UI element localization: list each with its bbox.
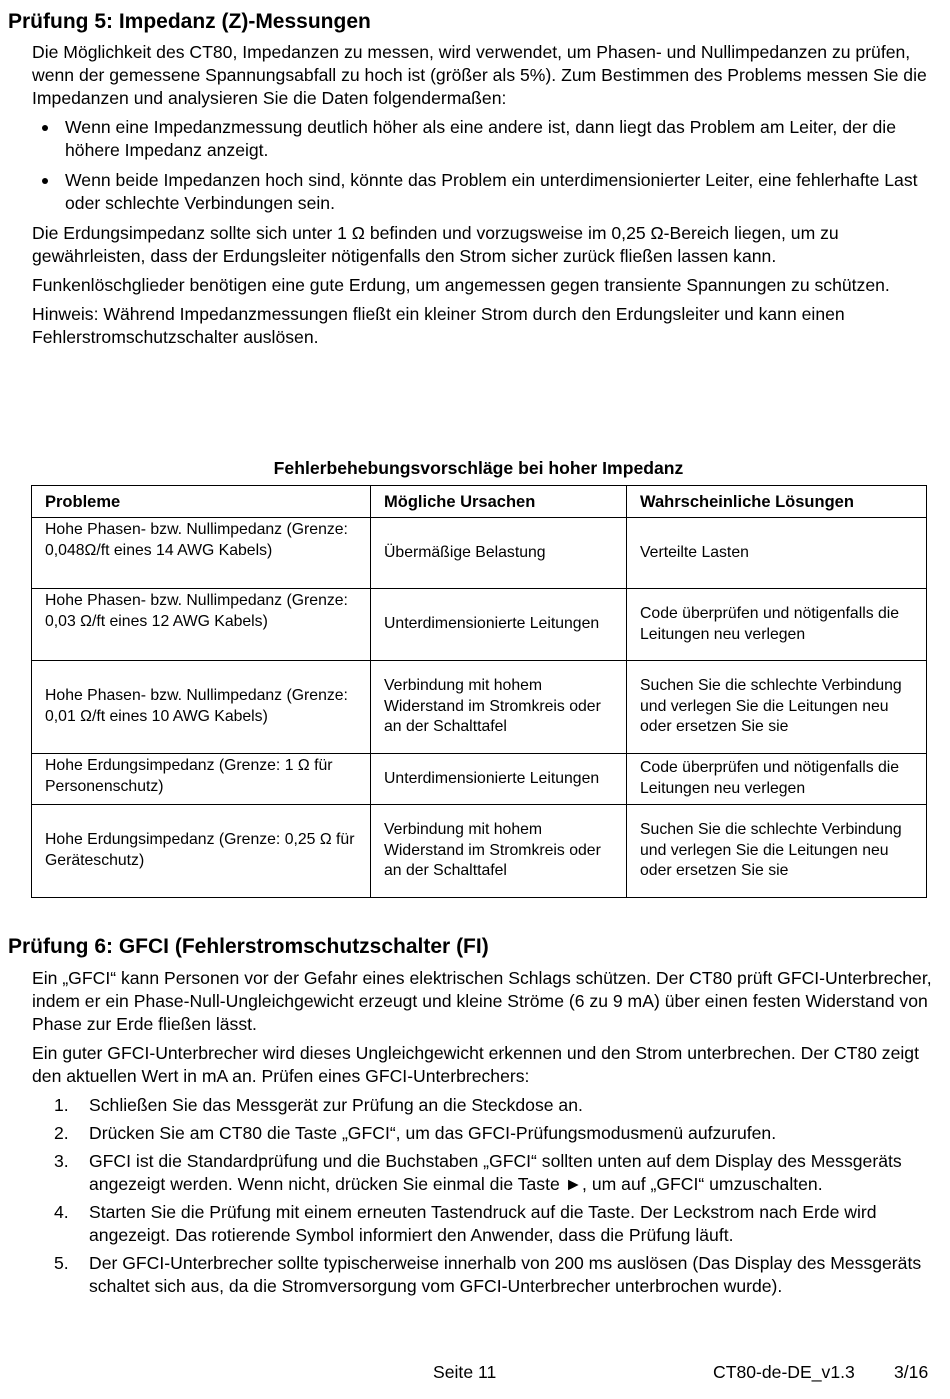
problem-cell: Hohe Erdungsimpedanz (Grenze: 1 Ω für Personenschutz) [32,754,371,805]
step-number: 5. [54,1253,69,1273]
problem-cell: Hohe Phasen- bzw. Nullimpedanz (Grenze: 0,048Ω/ft eines 14 AWG Kabels) [32,518,371,589]
cause-cell: Unterdimensionierte Leitungen [371,754,627,805]
note-paragraph: Hinweis: Während Impedanzmessungen fließt ein kleiner Strom durch den Erdungsleiter und kann einen Fehlerstromschutzschalter auslösen. [32,304,845,347]
solution-cell: Verteilte Lasten [627,518,927,589]
table-header-row [32,486,927,518]
list-item [32,1150,937,1196]
solution-cell: Suchen Sie die schlechte Verbindung und verlegen Sie die Leitungen neu oder ersetzen Sie sie [627,805,927,898]
table-row [32,518,927,589]
gfci-intro-paragraph: Ein „GFCI“ kann Personen vor der Gefahr eines elektrischen Schlags schützen. Der CT80 prüft GFCI-Unterbrecher, indem er ein Phase-Null-Ungleichgewicht erzeugt und kleine Ströme (6 zu 9 mA) über einen festen Widerstand von Phase zur Erde fließen lässt. [32,968,932,1034]
step-number: 2. [54,1123,69,1143]
step-text: Der GFCI-Unterbrecher sollte typischerweise innerhalb von 200 ms auslösen (Das Display des Messgeräts schaltet sich aus, da die Stromversorgung vom GFCI-Unterbrecher unterbrochen wurde). [89,1253,922,1296]
list-item [32,1201,937,1247]
table-row [32,589,927,661]
gfci-detect-paragraph: Ein guter GFCI-Unterbrecher wird dieses Ungleichgewicht erkennen und den Strom unterbrechen. Der CT80 zeigt den aktuellen Wert in mA an. Prüfen eines GFCI-Unterbrechers: [32,1043,919,1086]
solution-cell: Code überprüfen und nötigenfalls die Leitungen neu verlegen [627,754,927,805]
section-6-heading: Prüfung 6: GFCI (Fehlerstromschutzschalter (FI) [8,935,489,958]
problem-cell: Hohe Erdungsimpedanz (Grenze: 0,25 Ω für Geräteschutz) [32,805,371,898]
bullet-item: Wenn eine Impedanzmessung deutlich höher als eine andere ist, dann liegt das Problem am Leiter, der die höhere Impedanz anzeigt. [32,116,937,162]
section-5-heading: Prüfung 5: Impedanz (Z)-Messungen [8,10,371,33]
list-item [32,1252,937,1298]
step-text: Starten Sie die Prüfung mit einem erneuten Tastendruck auf die Taste. Der Leckstrom nach Erde wird angezeigt. Das rotierende Symbol informiert den Anwender, dass die Prüfung läuft. [89,1202,877,1245]
step-number: 1. [54,1095,69,1115]
section-5-intro: Die Möglichkeit des CT80, Impedanzen zu messen, wird verwendet, um Phasen- und Nullimpedanzen zu prüfen, wenn der gemessene Spannungsabfall zu hoch ist (größer als 5%). Zum Bestimmen des Problems messen Sie die Impedanzen und analysieren Sie die Daten folgendermaßen: [32,42,927,108]
bullet-item: Wenn beide Impedanzen hoch sind, könnte das Problem ein unterdimensionierter Leiter, eine fehlerhafte Last oder schlechte Verbindungen sein. [32,169,937,215]
problem-cell: Hohe Phasen- bzw. Nullimpedanz (Grenze: 0,01 Ω/ft eines 10 AWG Kabels) [32,661,371,754]
step-text: GFCI ist die Standardprüfung und die Buchstaben „GFCI“ sollten unten auf dem Display des Messgeräts angezeigt werden. Wenn nicht, drücken Sie einmal die Taste ►, um auf „GFCI“ umzuschalten. [89,1151,902,1194]
solution-cell: Code überprüfen und nötigenfalls die Leitungen neu verlegen [627,589,927,661]
ground-impedance-paragraph: Die Erdungsimpedanz sollte sich unter 1 Ω befinden und vorzugsweise im 0,25 Ω-Bereich liegen, um zu gewährleisten, dass der Erdungsleiter nötigenfalls den Strom sicher zurück fließen lassen kann. [32,223,839,266]
column-header-solutions: Wahrscheinliche Lösungen [627,486,927,518]
step-text: Schließen Sie das Messgerät zur Prüfung an die Steckdose an. [89,1095,583,1115]
cause-cell: Unterdimensionierte Leitungen [371,589,627,661]
list-item [32,1094,937,1117]
section-5-body [32,41,937,355]
step-number: 4. [54,1202,69,1222]
column-header-causes: Mögliche Ursachen [371,486,627,518]
table-caption: Fehlerbehebungsvorschläge bei hoher Impedanz [273,458,684,478]
page-number: Seite 11 [433,1362,497,1382]
gfci-steps-list [32,1094,937,1298]
column-header-problems: Probleme [32,486,371,518]
cause-cell: Verbindung mit hohem Widerstand im Stromkreis oder an der Schalttafel [371,661,627,754]
table-row [32,661,927,754]
table-row [32,805,927,898]
surge-protection-paragraph: Funkenlöschglieder benötigen eine gute Erdung, um angemessen gegen transiente Spannungen zu schützen. [32,275,890,295]
cause-cell: Verbindung mit hohem Widerstand im Stromkreis oder an der Schalttafel [371,805,627,898]
cause-cell: Übermäßige Belastung [371,518,627,589]
troubleshooting-table [31,485,927,898]
step-text: Drücken Sie am CT80 die Taste „GFCI“, um das GFCI-Prüfungsmodusmenü aufzurufen. [89,1123,777,1143]
section-5-bullet-list [32,116,937,215]
problem-cell: Hohe Phasen- bzw. Nullimpedanz (Grenze: 0,03 Ω/ft eines 12 AWG Kabels) [32,589,371,661]
page-of-total: 3/16 [894,1362,929,1382]
list-item [32,1122,937,1145]
solution-cell: Suchen Sie die schlechte Verbindung und verlegen Sie die Leitungen neu oder ersetzen Sie sie [627,661,927,754]
section-6-body [32,967,937,1303]
step-number: 3. [54,1151,69,1171]
document-id: CT80-de-DE_v1.3 [713,1362,855,1382]
table-row [32,754,927,805]
